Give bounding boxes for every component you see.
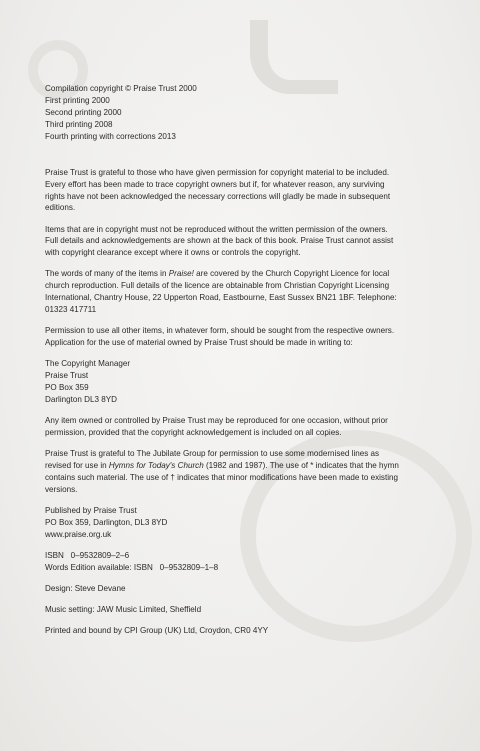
paragraph-line: Full details and acknowledgements are shown at the back of this book. Praise Trust cannot assist — [45, 236, 394, 246]
jubilate-paragraph — [45, 448, 463, 496]
printing-line: Third printing 2008 — [45, 119, 113, 129]
grateful-paragraph — [45, 167, 463, 215]
address-line: The Copyright Manager — [45, 359, 131, 369]
text-run: revised for use in — [45, 460, 109, 470]
paragraph-line: rights have not been acknowledged the necessary corrections will gladly be made in subsequent — [45, 191, 391, 201]
licence-paragraph — [45, 268, 463, 316]
address-line: PO Box 359 — [45, 383, 89, 393]
publisher-line: Published by Praise Trust — [45, 505, 137, 515]
paragraph-line — [45, 268, 463, 280]
paragraph-line — [45, 460, 463, 472]
paragraph-line: permission, provided that the copyright acknowledgement is included on all copies. — [45, 427, 342, 437]
compilation-block — [45, 83, 463, 143]
text-run: (1982 and 1987). The use of * indicates that the hymn — [203, 460, 399, 470]
copyright-text — [45, 83, 463, 646]
items-paragraph — [45, 224, 463, 260]
music-credit — [45, 604, 463, 616]
manager-address — [45, 358, 463, 406]
paragraph-line: editions. — [45, 203, 76, 213]
design-credit — [45, 583, 463, 595]
text-run: are covered by the Church Copyright Licence for local — [193, 269, 390, 279]
paragraph-line: Permission to use all other items, in whatever form, should be sought from the respective owners. — [45, 326, 395, 336]
paragraph-line: Items that are in copyright must not be reproduced without the written permission of the owners. — [45, 224, 388, 234]
permission-paragraph — [45, 325, 463, 349]
paragraph-line: Every effort has been made to trace copyright owners but if, for whatever reason, any surviving — [45, 179, 385, 189]
printing-line: Second printing 2000 — [45, 107, 122, 117]
isbn-block — [45, 550, 463, 574]
printing-line: First printing 2000 — [45, 95, 110, 105]
publisher-block — [45, 505, 463, 541]
paragraph-line: International, Chantry House, 22 Upperton Road, Eastbourne, East Sussex BN21 1BF. Telephone: — [45, 293, 397, 303]
text-run: The words of many of the items in — [45, 269, 169, 279]
telephone-line: 01323 417711 — [45, 305, 97, 315]
publisher-website: www.praise.org.uk — [45, 529, 112, 539]
printer-credit — [45, 625, 463, 637]
paragraph-line: versions. — [45, 484, 78, 494]
book-title: Hymns for Today's Church — [108, 460, 204, 470]
printing-line: Fourth printing with corrections 2013 — [45, 131, 176, 141]
paragraph-line: contains such material. The use of † indicates that minor modifications have been made to existing — [45, 472, 399, 482]
music-setting-line: Music setting: JAW Music Limited, Sheffield — [45, 604, 202, 614]
design-line: Design: Steve Devane — [45, 583, 126, 593]
isbn-line: Words Edition available: ISBN 0–9532809–1–8 — [45, 562, 219, 572]
paragraph-line: Application for the use of material owned by Praise Trust should be made in writing to: — [45, 338, 353, 348]
book-title: Praise! — [168, 269, 194, 279]
paragraph-line: Praise Trust is grateful to those who have given permission for copyright material to be included. — [45, 167, 390, 177]
paragraph-line: church reproduction. Full details of the licence are obtainable from Christian Copyright Licensing — [45, 281, 390, 291]
paragraph-line: with copyright clearance except where it owns or controls the copyright. — [45, 248, 301, 258]
isbn-line: ISBN 0–9532809–2–6 — [45, 550, 130, 560]
printer-line: Printed and bound by CPI Group (UK) Ltd, Croydon, CR0 4YY — [45, 625, 269, 635]
any-item-paragraph — [45, 415, 463, 439]
address-line: Praise Trust — [45, 371, 89, 381]
publisher-address: PO Box 359, Darlington, DL3 8YD — [45, 517, 168, 527]
paragraph-line: Praise Trust is grateful to The Jubilate Group for permission to use some modernised lines as — [45, 449, 380, 459]
paragraph-line: Any item owned or controlled by Praise Trust may be reproduced for one occasion, without prior — [45, 416, 388, 426]
address-line: Darlington DL3 8YD — [45, 394, 117, 404]
compilation-line: Compilation copyright © Praise Trust 2000 — [45, 84, 197, 93]
